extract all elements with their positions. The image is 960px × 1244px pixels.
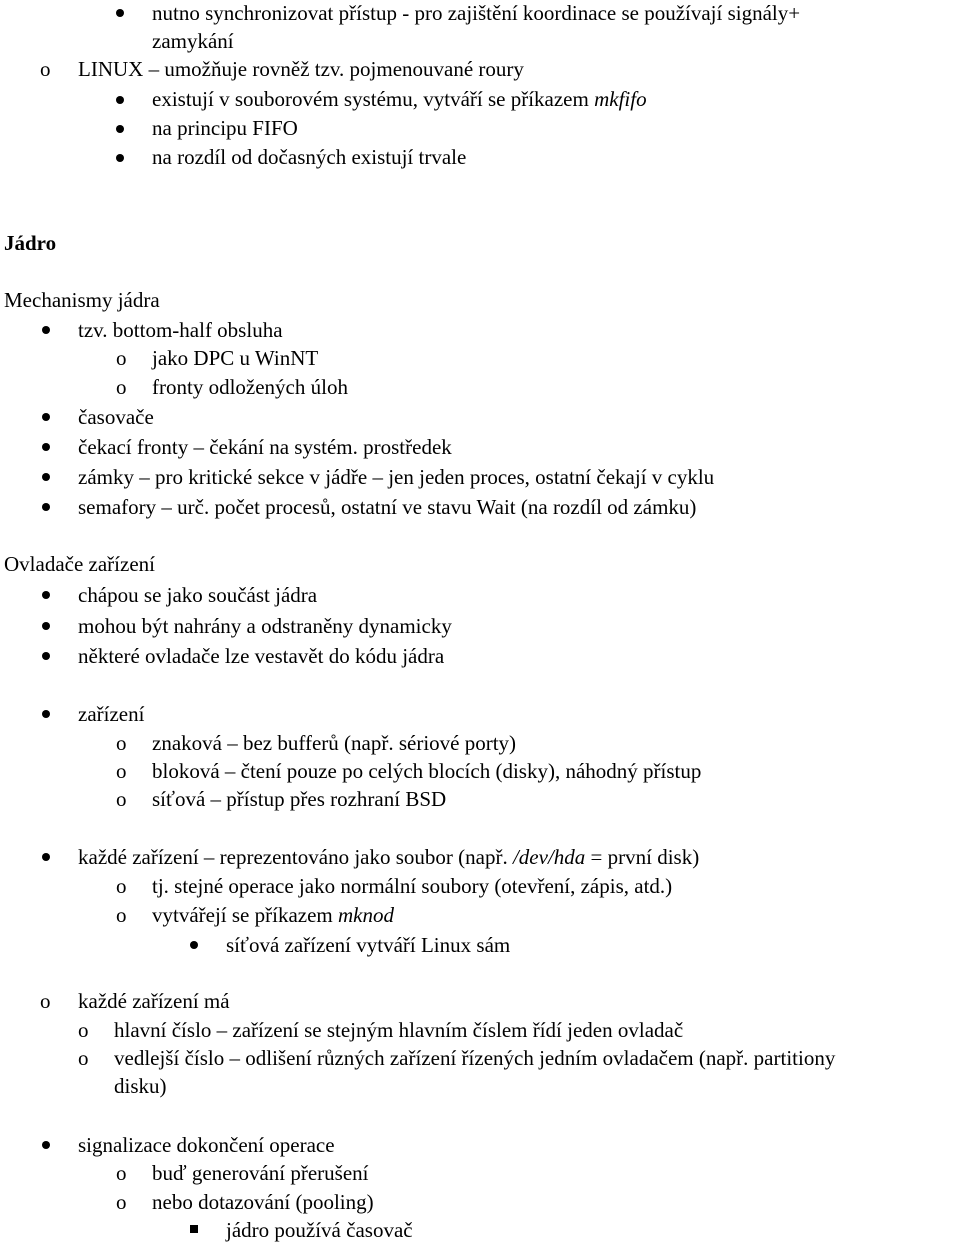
circle-marker: o: [116, 375, 127, 399]
text-line: fronty odložených úloh: [152, 375, 348, 399]
text-line: signalizace dokončení operace: [78, 1133, 335, 1157]
text-line: Ovladače zařízení: [4, 552, 155, 576]
bullet-icon: [42, 473, 50, 481]
circle-marker: o: [116, 874, 127, 898]
text-line: každé zařízení – reprezentováno jako soubor (např. /dev/hda = první disk): [78, 845, 700, 869]
circle-marker: o: [116, 903, 127, 927]
text-line: tj. stejné operace jako normální soubory (otevření, zápis, atd.): [152, 874, 673, 898]
bullet-icon: [42, 853, 50, 861]
text-line: nutno synchronizovat přístup - pro zajištění koordinace se používají signály+: [152, 1, 801, 25]
bullet-icon: [116, 9, 124, 17]
text-line: na rozdíl od dočasných existují trvale: [152, 145, 467, 169]
bullet-icon: [42, 503, 50, 511]
text-line: zámky – pro kritické sekce v jádře – jen jeden proces, ostatní čekají v cyklu: [78, 465, 715, 489]
circle-marker: o: [116, 787, 127, 811]
text-line: LINUX – umožňuje rovněž tzv. pojmenouvané roury: [78, 57, 524, 81]
text-line: jádro používá časovač: [226, 1218, 413, 1242]
bullet-icon: [116, 125, 124, 133]
text-line: vytvářejí se příkazem mknod: [152, 903, 395, 927]
bullet-icon: [42, 652, 50, 660]
circle-marker: o: [116, 1190, 127, 1214]
bullet-icon: [116, 154, 124, 162]
text-line: vedlejší číslo – odlišení různých zařízení řízených jedním ovladačem (např. partitiony: [114, 1046, 836, 1070]
text-line: Mechanismy jádra: [4, 288, 160, 312]
bullet-icon: [116, 96, 124, 104]
bullet-icon: [42, 1141, 50, 1149]
bullet-icon: [42, 710, 50, 718]
text-line: zařízení: [78, 702, 145, 726]
text-line: semafory – urč. počet procesů, ostatní ve stavu Wait (na rozdíl od zámku): [78, 495, 697, 519]
circle-marker: o: [40, 57, 51, 81]
circle-marker: o: [116, 346, 127, 370]
circle-marker: o: [78, 1046, 89, 1070]
text-line: zamykání: [152, 29, 234, 53]
bullet-icon: [42, 591, 50, 599]
text-line: hlavní číslo – zařízení se stejným hlavním číslem řídí jeden ovladač: [114, 1018, 684, 1042]
bullet-icon: [190, 941, 198, 949]
text-line: síťová – přístup přes rozhraní BSD: [152, 787, 447, 811]
text-line: bloková – čtení pouze po celých blocích (disky), náhodný přístup: [152, 759, 702, 783]
text-line: každé zařízení má: [78, 989, 230, 1013]
text-line: čekací fronty – čekání na systém. prostředek: [78, 435, 452, 459]
text-line: buď generování přerušení: [152, 1161, 369, 1185]
text-line: některé ovladače lze vestavět do kódu jádra: [78, 644, 445, 668]
text-line: časovače: [78, 405, 154, 429]
text-line: mohou být nahrány a odstraněny dynamicky: [78, 614, 452, 638]
square-bullet-icon: [190, 1225, 198, 1233]
bullet-icon: [42, 443, 50, 451]
text-line: chápou se jako součást jádra: [78, 583, 318, 607]
circle-marker: o: [116, 759, 127, 783]
section-heading: Jádro: [4, 231, 57, 255]
bullet-icon: [42, 326, 50, 334]
circle-marker: o: [78, 1018, 89, 1042]
circle-marker: o: [116, 731, 127, 755]
text-line: disku): [114, 1074, 167, 1098]
text-line: nebo dotazování (pooling): [152, 1190, 374, 1214]
circle-marker: o: [116, 1161, 127, 1185]
text-line: existují v souborovém systému, vytváří se příkazem mkfifo: [152, 87, 647, 111]
text-line: na principu FIFO: [152, 116, 298, 140]
bullet-icon: [42, 413, 50, 421]
bullet-icon: [42, 622, 50, 630]
text-line: síťová zařízení vytváří Linux sám: [226, 933, 511, 957]
text-line: znaková – bez bufferů (např. sériové porty): [152, 731, 517, 755]
text-line: tzv. bottom-half obsluha: [78, 318, 283, 342]
text-line: jako DPC u WinNT: [152, 346, 319, 370]
circle-marker: o: [40, 989, 51, 1013]
